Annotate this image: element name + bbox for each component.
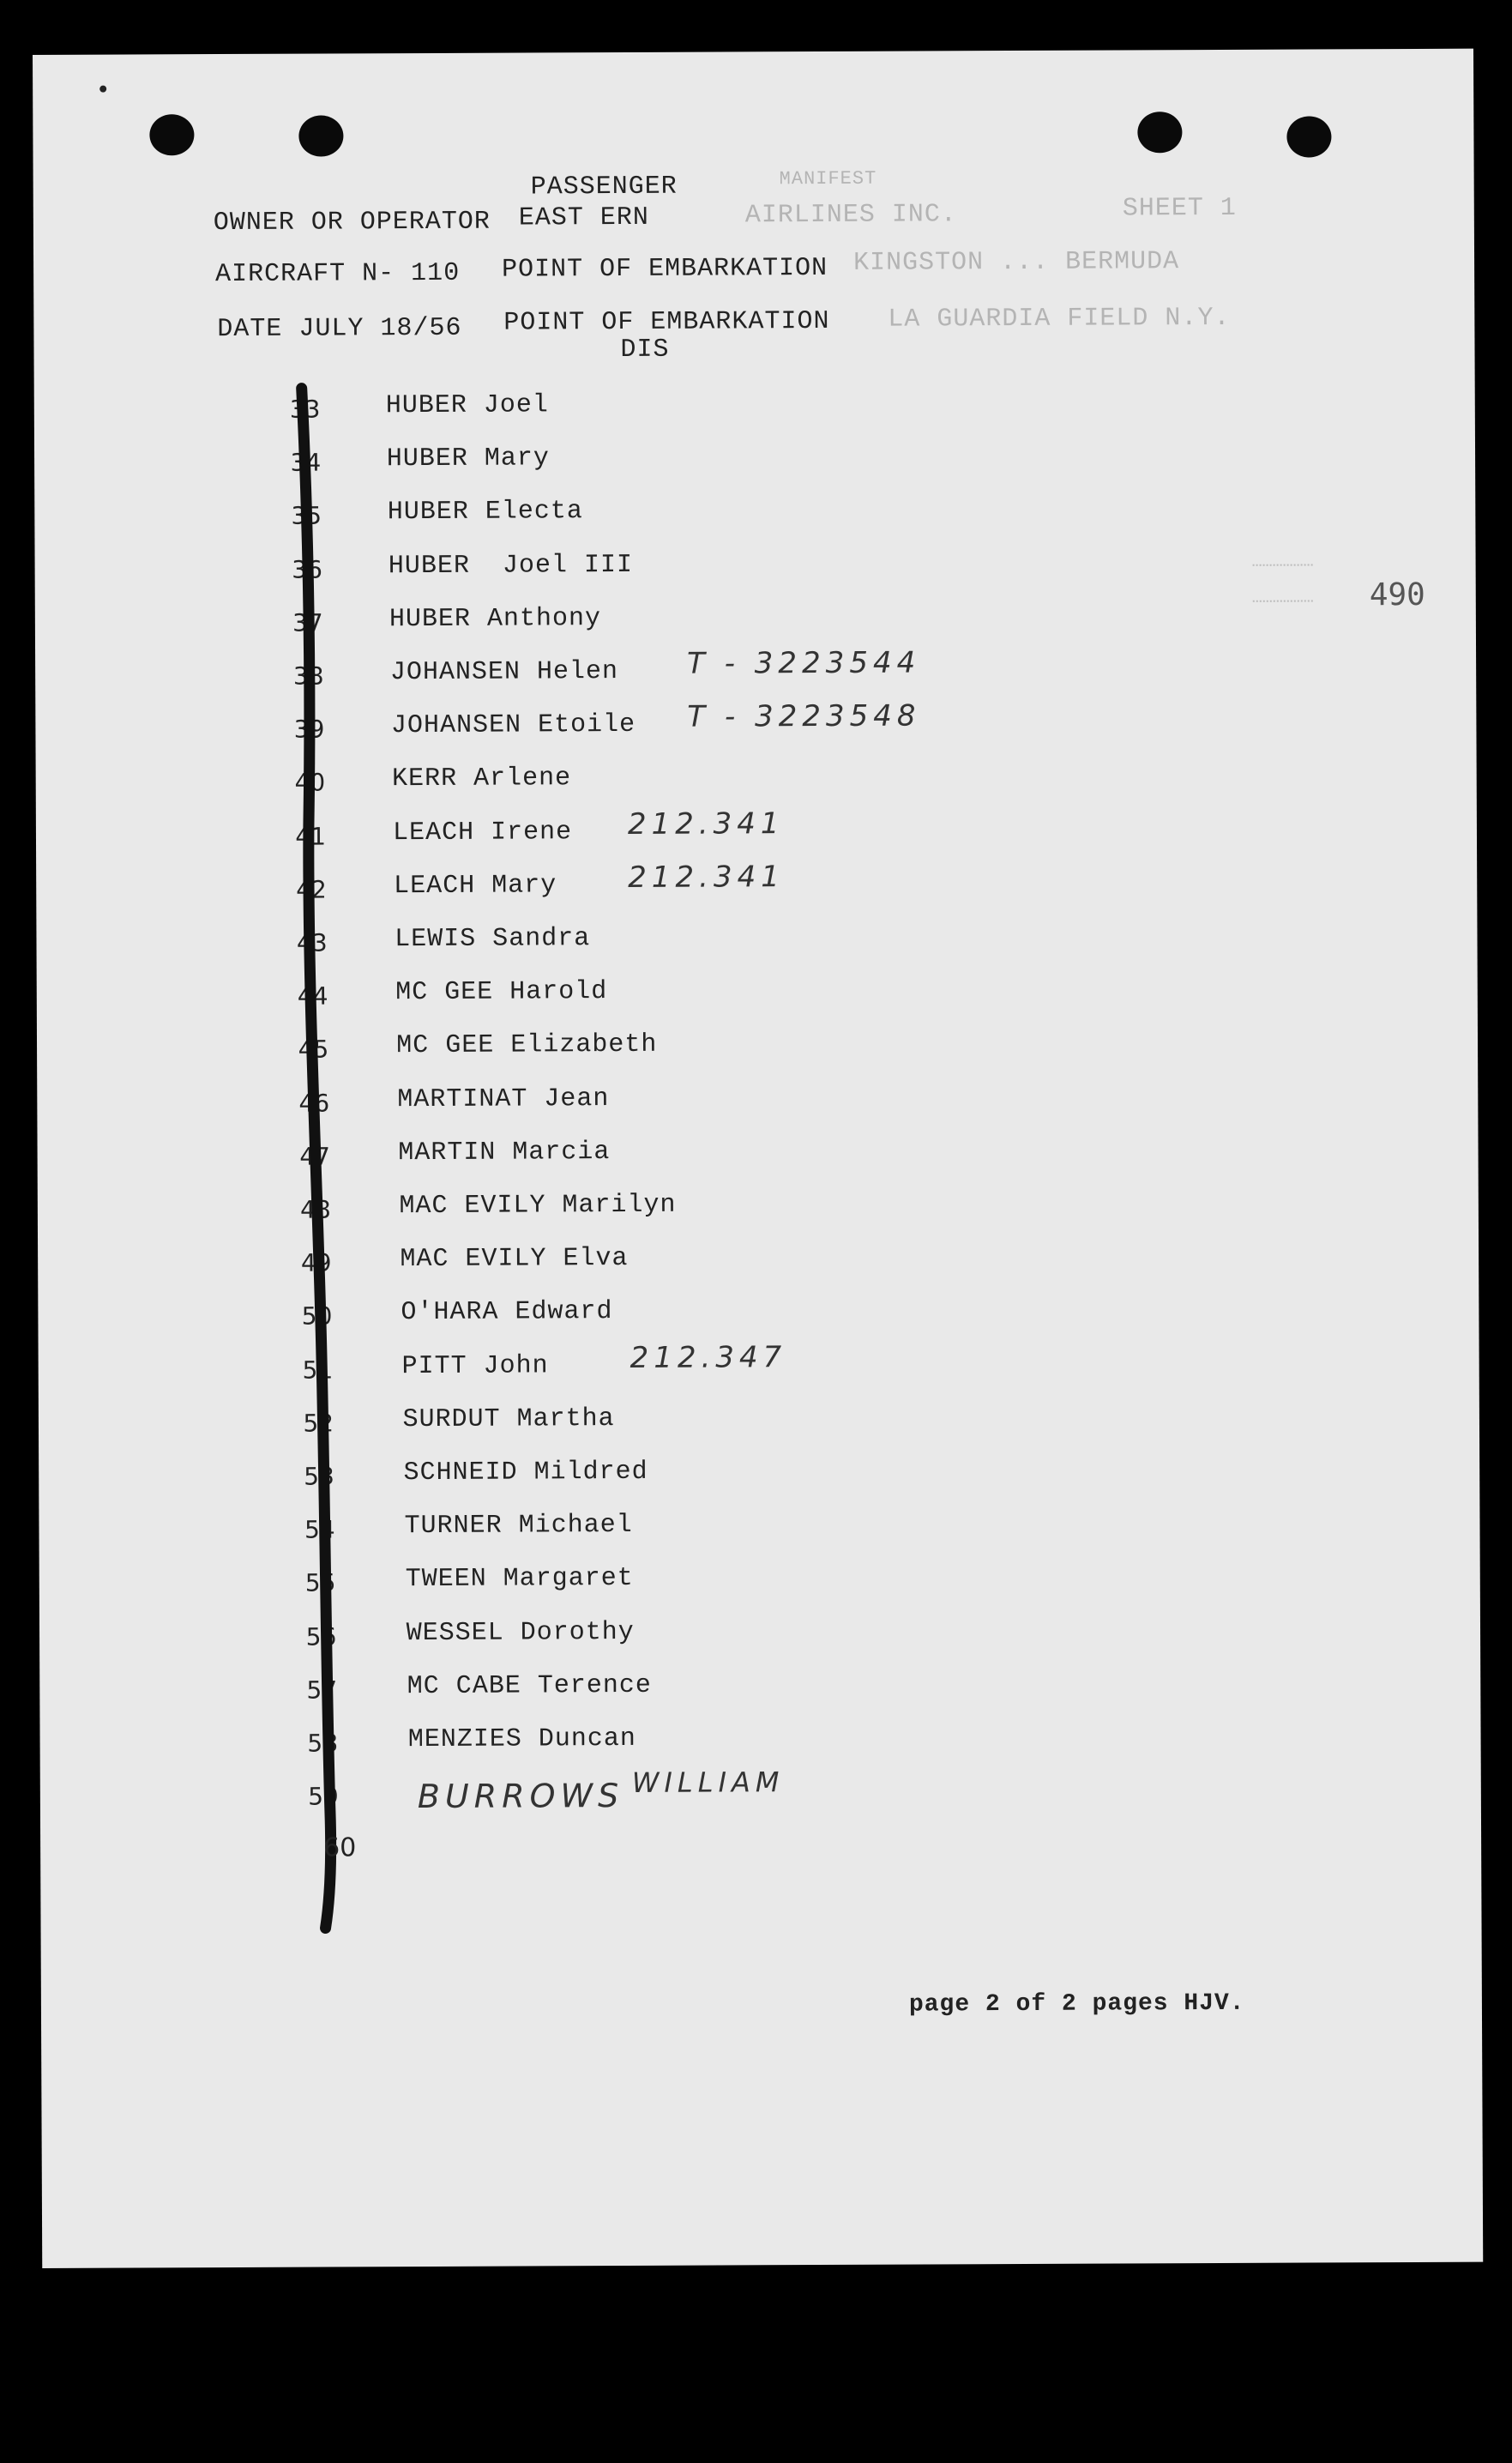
- passenger-name: HUBER Mary: [386, 444, 550, 474]
- margin-number: 490: [1369, 577, 1425, 613]
- row-number: 53: [304, 1462, 334, 1491]
- passenger-name: HUBER Electa: [387, 497, 583, 528]
- passenger-name: TURNER Michael: [404, 1511, 633, 1542]
- row-number: 33: [289, 395, 321, 424]
- row-number: 36: [292, 555, 322, 584]
- passenger-name: HUBER Joel: [385, 390, 549, 421]
- passenger-name: MC GEE Harold: [395, 977, 608, 1008]
- header-date: DATE JULY 18/56: [217, 313, 462, 345]
- row-number: 39: [293, 715, 325, 744]
- row-number: 35: [291, 501, 322, 531]
- passenger-name: JOHANSEN Etoile: [390, 710, 636, 741]
- row-number: 50: [301, 1301, 333, 1331]
- passenger-name: MARTIN Marcia: [398, 1137, 611, 1168]
- row-number: 42: [296, 875, 327, 904]
- row-number: 57: [306, 1675, 338, 1705]
- handwritten-surname: BURROWS: [417, 1777, 624, 1816]
- row-number: 55: [304, 1568, 336, 1598]
- page-footer: page 2 of 2 pages HJV.: [908, 1989, 1245, 2019]
- row-number-60: 60: [323, 1832, 357, 1863]
- passenger-name: MAC EVILY Marilyn: [399, 1190, 677, 1222]
- passenger-name: TWEEN Margaret: [405, 1564, 634, 1595]
- row-number: 34: [290, 448, 322, 477]
- row-number: 46: [298, 1089, 330, 1118]
- row-number: 58: [307, 1729, 339, 1758]
- row-number: 54: [304, 1515, 335, 1544]
- passenger-name: O'HARA Edward: [401, 1297, 613, 1328]
- passenger-name: KERR Arlene: [391, 764, 572, 794]
- strike-line-path: [302, 389, 331, 1929]
- header-sheet: SHEET 1: [1122, 193, 1237, 224]
- handwritten-note: T - 3223544: [687, 645, 921, 681]
- passenger-name: MC CABE Terence: [407, 1670, 652, 1701]
- row-number: 41: [295, 822, 327, 851]
- handwritten-given-name: WILLIAM: [631, 1766, 785, 1799]
- header-disembark-value: LA GUARDIA FIELD N.Y.: [888, 303, 1231, 335]
- strike-line: [33, 49, 1483, 2268]
- header-dis-label: DIS: [620, 335, 670, 365]
- row-number: 51: [302, 1355, 334, 1385]
- passenger-name: HUBER Anthony: [389, 603, 602, 634]
- row-number: 47: [299, 1142, 331, 1171]
- row-number: 59: [308, 1782, 339, 1811]
- row-number: 52: [303, 1409, 334, 1438]
- manifest-page: [33, 49, 1483, 2268]
- header-airlines: AIRLINES INC.: [744, 200, 957, 231]
- passenger-name: SCHNEID Mildred: [403, 1457, 648, 1488]
- header-aircraft: AIRCRAFT N- 110: [215, 258, 461, 290]
- passenger-name: MC GEE Elizabeth: [396, 1030, 658, 1061]
- passenger-name: LEACH Irene: [393, 817, 573, 848]
- passenger-name: WESSEL Dorothy: [406, 1617, 635, 1648]
- row-number: 45: [298, 1035, 329, 1065]
- passenger-name: JOHANSEN Helen: [389, 657, 619, 688]
- header-manifest: MANIFEST: [779, 167, 877, 190]
- header-embark-value: KINGSTON ... BERMUDA: [852, 247, 1180, 278]
- passenger-name: MARTINAT Jean: [397, 1084, 610, 1114]
- row-number: 40: [294, 768, 326, 798]
- handwritten-note: T - 3223548: [687, 698, 921, 734]
- header-disembark-label: POINT OF EMBARKATION: [503, 306, 830, 338]
- row-number: 56: [305, 1622, 337, 1651]
- row-number: 48: [300, 1195, 331, 1224]
- passenger-name: MAC EVILY Elva: [400, 1244, 629, 1275]
- header-embark-label: POINT OF EMBARKATION: [502, 253, 828, 285]
- handwritten-note: 212.341: [628, 859, 785, 895]
- passenger-name: PITT John: [401, 1350, 549, 1381]
- passenger-name: HUBER Joel III: [388, 550, 634, 581]
- header-owner-value: EAST ERN: [518, 202, 649, 233]
- row-number: 43: [296, 928, 328, 957]
- handwritten-note: 212.347: [629, 1339, 787, 1375]
- row-number: 38: [292, 661, 324, 691]
- header-owner-label: OWNER OR OPERATOR: [213, 207, 491, 238]
- row-number: 37: [292, 608, 323, 637]
- handwritten-note: 212.341: [627, 806, 785, 842]
- passenger-name: MENZIES Duncan: [407, 1723, 636, 1755]
- passenger-name: LEWIS Sandra: [395, 924, 591, 955]
- header-passenger: PASSENGER: [530, 172, 678, 202]
- row-number: 44: [297, 981, 328, 1011]
- passenger-name: SURDUT Martha: [402, 1404, 615, 1434]
- row-number: 49: [300, 1248, 332, 1277]
- passenger-name: LEACH Mary: [394, 871, 557, 901]
